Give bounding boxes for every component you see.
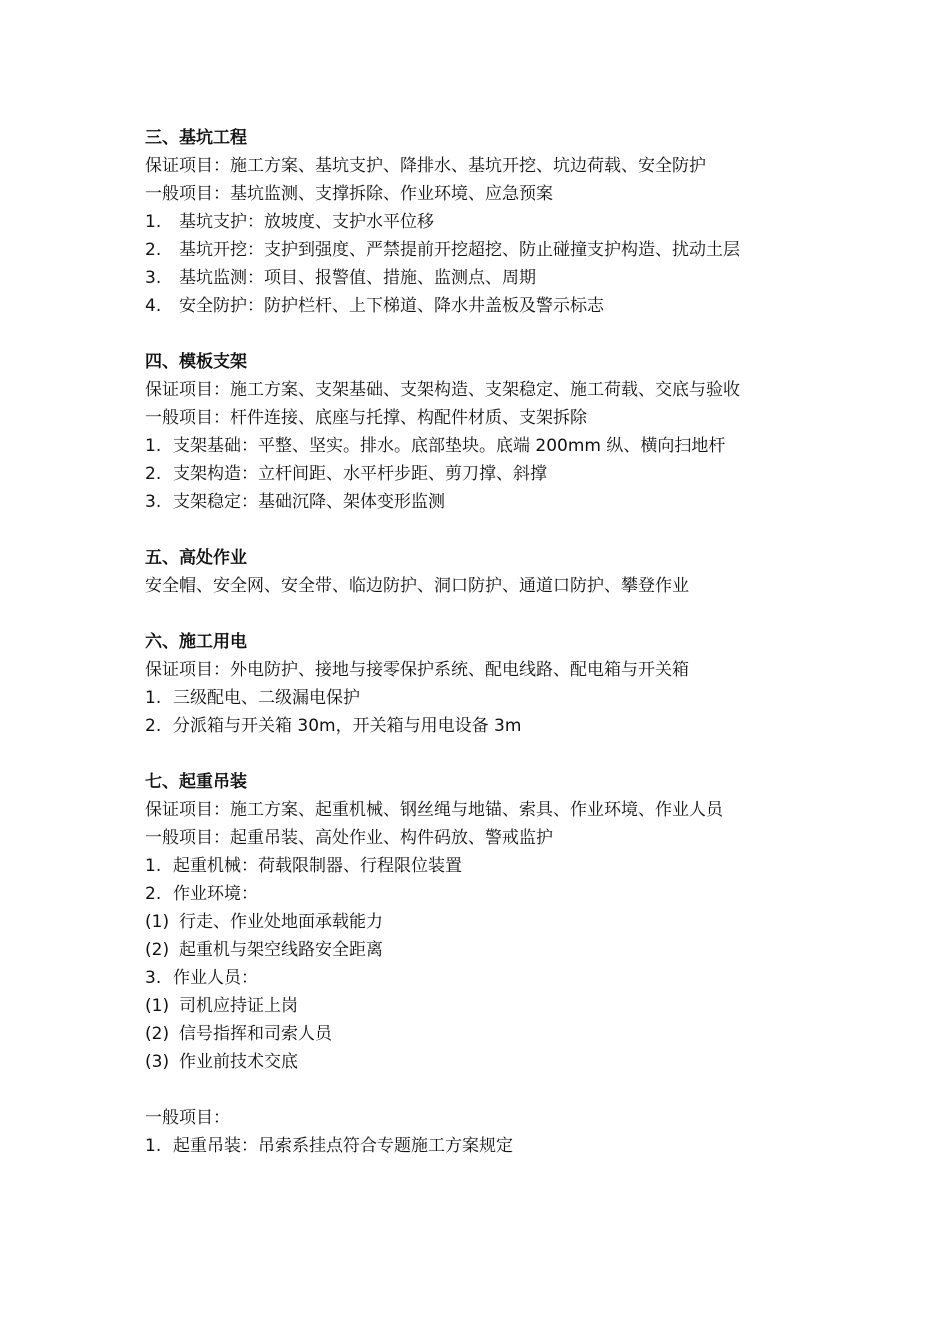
section-title-formwork-support: 四、模板支架 <box>145 352 247 372</box>
list-text: 安全防护：防护栏杆、上下梯道、降水井盖板及警示标志 <box>179 296 604 316</box>
list-item <box>145 1048 825 1076</box>
list-text: 起重机械：荷载限制器、行程限位装置 <box>173 856 462 876</box>
list-number: 2. <box>145 884 162 904</box>
list-text: 支架构造：立杆间距、水平杆步距、剪刀撑、斜撑 <box>173 464 547 484</box>
guarantee-items-text: 保证项目：施工方案、起重机械、钢丝绳与地锚、索具、作业环境、作业人员 <box>145 800 723 820</box>
list-item <box>145 852 825 880</box>
list-item <box>145 432 825 460</box>
list-number: 1. <box>145 688 162 708</box>
list-item <box>145 880 825 908</box>
list-number: 1. <box>145 1136 162 1156</box>
list-item <box>145 712 825 740</box>
list-text: 支架基础：平整、坚实。排水。底部垫块。底端 200mm 纵、横向扫地杆 <box>173 436 726 456</box>
list-number: (1) <box>145 912 170 932</box>
list-item <box>145 488 825 516</box>
guarantee-items-text: 保证项目：施工方案、支架基础、支架构造、支架稳定、施工荷载、交底与验收 <box>145 380 740 400</box>
list-text: 作业人员： <box>173 968 258 988</box>
list-text: 作业前技术交底 <box>179 1052 298 1072</box>
list-item <box>145 208 825 236</box>
list-number: (2) <box>145 940 170 960</box>
general-items-text: 一般项目：起重吊装、高处作业、构件码放、警戒监护 <box>145 828 553 848</box>
list-text: 基坑监测：项目、报警值、措施、监测点、周期 <box>179 268 536 288</box>
list-number: (3) <box>145 1052 170 1072</box>
list-item <box>145 684 825 712</box>
guarantee-items-text: 保证项目：施工方案、基坑支护、降排水、基坑开挖、坑边荷载、安全防护 <box>145 156 706 176</box>
spacer <box>145 600 825 628</box>
list-text: 作业环境： <box>173 884 258 904</box>
list-number: 3. <box>145 968 162 988</box>
list-text: 支架稳定：基础沉降、架体变形监测 <box>173 492 445 512</box>
list-text: 起重吊装：吊索系挂点符合专题施工方案规定 <box>173 1136 513 1156</box>
guarantee-items-text: 保证项目：外电防护、接地与接零保护系统、配电线路、配电箱与开关箱 <box>145 660 689 680</box>
list-number: 2. <box>145 240 162 260</box>
general-items-text: 一般项目：杆件连接、底座与托撑、构配件材质、支架拆除 <box>145 408 587 428</box>
list-number: 1. <box>145 436 162 456</box>
list-item <box>145 908 825 936</box>
list-text: 三级配电、二级漏电保护 <box>173 688 360 708</box>
section-title-lifting-operations: 七、起重吊装 <box>145 772 247 792</box>
list-number: 1. <box>145 856 162 876</box>
list-text: 基坑支护：放坡度、支护水平位移 <box>179 212 434 232</box>
section-title-foundation-pit: 三、基坑工程 <box>145 128 247 148</box>
list-item <box>145 992 825 1020</box>
list-item <box>145 460 825 488</box>
list-number: 3. <box>145 268 162 288</box>
list-number: 2. <box>145 464 162 484</box>
list-number: (2) <box>145 1024 170 1044</box>
list-number: 2. <box>145 716 162 736</box>
list-text: 信号指挥和司索人员 <box>179 1024 332 1044</box>
section-title-work-at-height: 五、高处作业 <box>145 548 247 568</box>
list-item <box>145 936 825 964</box>
list-number: 3. <box>145 492 162 512</box>
list-item <box>145 292 825 320</box>
general-items-text: 一般项目：基坑监测、支撑拆除、作业环境、应急预案 <box>145 184 553 204</box>
list-text: 分派箱与开关箱 30m，开关箱与用电设备 3m <box>173 716 522 736</box>
list-item <box>145 236 825 264</box>
spacer <box>145 320 825 348</box>
spacer <box>145 740 825 768</box>
spacer <box>145 1076 825 1104</box>
list-text: 司机应持证上岗 <box>179 996 298 1016</box>
list-text: 行走、作业处地面承载能力 <box>179 912 383 932</box>
section-text: 安全帽、安全网、安全带、临边防护、洞口防护、通道口防护、攀登作业 <box>145 576 689 596</box>
document-page <box>145 124 825 1160</box>
section-title-construction-electricity: 六、施工用电 <box>145 632 247 652</box>
list-item <box>145 964 825 992</box>
list-item <box>145 1132 825 1160</box>
list-text: 基坑开挖：支护到强度、严禁提前开挖超挖、防止碰撞支护构造、扰动土层 <box>179 240 740 260</box>
list-number: 1. <box>145 212 162 232</box>
spacer <box>145 516 825 544</box>
list-text: 起重机与架空线路安全距离 <box>179 940 383 960</box>
general-items-label: 一般项目： <box>145 1108 230 1128</box>
list-item <box>145 264 825 292</box>
list-number: (1) <box>145 996 170 1016</box>
list-number: 4. <box>145 296 162 316</box>
list-item <box>145 1020 825 1048</box>
